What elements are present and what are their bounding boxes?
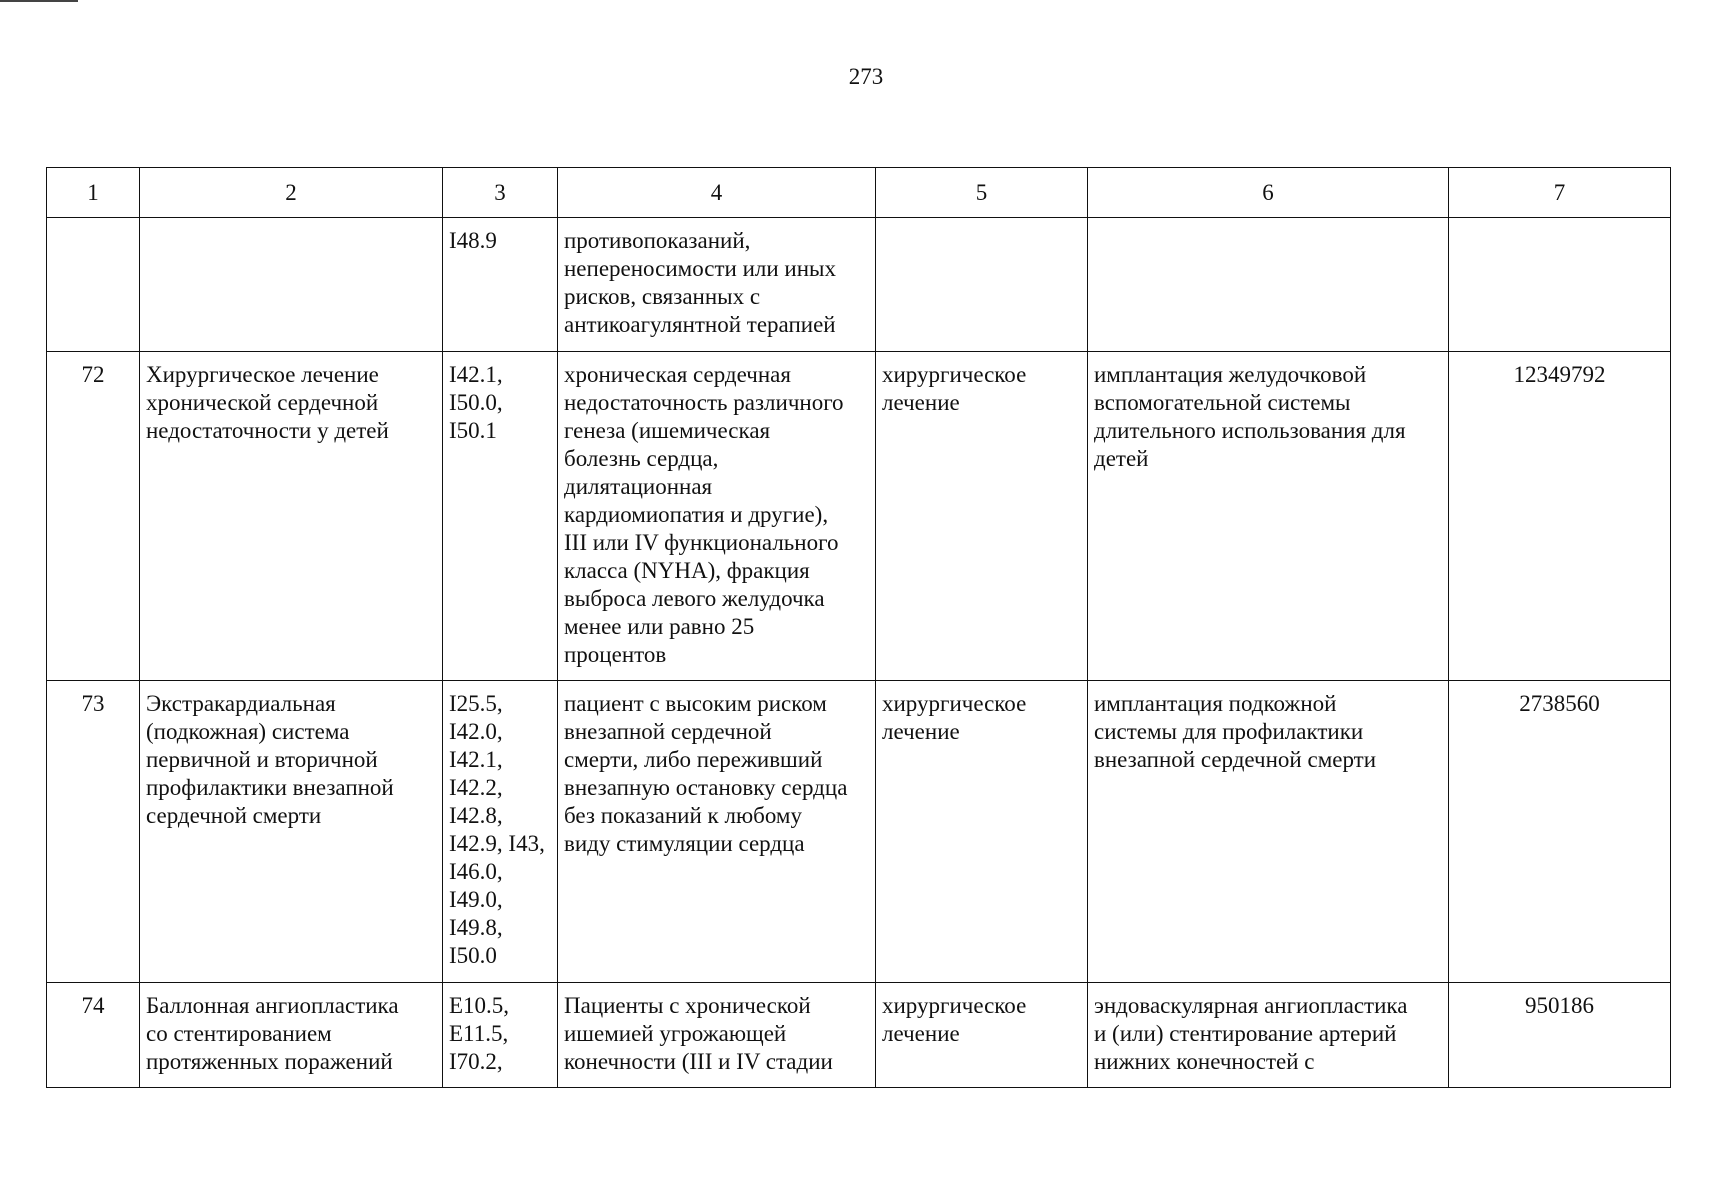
cell-text-line: виду стимуляции сердца (564, 831, 805, 856)
row-number-cell: 74 (47, 983, 140, 1088)
cell-text-line: рисков, связанных с (564, 284, 761, 309)
cell-text-line: I70.2, (449, 1049, 503, 1074)
cell-text-line: Баллонная ангиопластика (146, 993, 399, 1018)
cell-text-line: длительного использования для (1094, 418, 1406, 443)
cell-text-line: протяженных поражений (146, 1049, 393, 1074)
cost-cell: 2738560 (1449, 681, 1671, 983)
row-number-cell: 72 (47, 352, 140, 681)
cell-text-line: E10.5, (449, 993, 510, 1018)
cell-text-line: детей (1094, 446, 1149, 471)
cell-text-line: I42.8, (449, 803, 503, 828)
cell-text-line: внезапной сердечной смерти (1094, 747, 1377, 772)
row-number-cell (47, 218, 140, 352)
cell-text-line: профилактики внезапной (146, 775, 394, 800)
cell-text-line: противопоказаний, (564, 228, 751, 253)
cell-text-line: пациент с высоким риском (564, 691, 827, 716)
treatment-type-cell (876, 352, 1088, 681)
cell-text-line: лечение (882, 390, 960, 415)
cell-text-line: I50.1 (449, 418, 497, 443)
cell-text-line: первичной и вторичной (146, 747, 378, 772)
icd-codes-cell (443, 352, 558, 681)
cell-text-line: I42.2, (449, 775, 503, 800)
patient-model-cell (558, 681, 876, 983)
cell-text-line: хирургическое (882, 993, 1027, 1018)
cell-text-line: внезапной сердечной (564, 719, 772, 744)
cell-text-line: сердечной смерти (146, 803, 322, 828)
table-row (47, 218, 1671, 352)
cell-text-line: недостаточности у детей (146, 418, 389, 443)
cell-text-line: вспомогательной системы (1094, 390, 1351, 415)
cell-text-line: III или IV функционального (564, 530, 839, 555)
cell-text-line: непереносимости или иных (564, 256, 837, 281)
cell-text-line: смерти, либо переживший (564, 747, 823, 772)
cell-text-line: E11.5, (449, 1021, 509, 1046)
cell-text-line: имплантация подкожной (1094, 691, 1337, 716)
header-cell: 6 (1088, 168, 1449, 218)
cell-text-line: I42.0, (449, 719, 503, 744)
table-row (47, 352, 1671, 681)
service-name-cell (140, 352, 443, 681)
cell-text-line: Экстракардиальная (146, 691, 336, 716)
header-cell: 4 (558, 168, 876, 218)
header-cell: 2 (140, 168, 443, 218)
header-cell: 7 (1449, 168, 1671, 218)
cell-text-line: имплантация желудочковой (1094, 362, 1367, 387)
treatment-type-cell (876, 983, 1088, 1088)
scan-edge-mark (0, 0, 78, 2)
cell-text-line: I50.0 (449, 943, 497, 968)
cell-text-line: выброса левого желудочка (564, 586, 825, 611)
cell-text-line: лечение (882, 1021, 960, 1046)
cell-text-line: I49.8, (449, 915, 503, 940)
header-cell: 3 (443, 168, 558, 218)
cell-text-line: (подкожная) система (146, 719, 350, 744)
header-cell: 5 (876, 168, 1088, 218)
cell-text-line: болезнь сердца, (564, 446, 719, 471)
cell-text-line: эндоваскулярная ангиопластика (1094, 993, 1408, 1018)
cell-text-line: без показаний к любому (564, 803, 802, 828)
cell-text-line: генеза (ишемическая (564, 418, 771, 443)
cell-text-line: процентов (564, 642, 667, 667)
cell-text-line: I48.9 (449, 228, 497, 253)
cost-cell: 950186 (1449, 983, 1671, 1088)
cell-text-line: менее или равно 25 (564, 614, 755, 639)
patient-model-cell (558, 218, 876, 352)
treatment-method-cell (1088, 352, 1449, 681)
treatment-type-cell (876, 218, 1088, 352)
page-number: 273 (848, 64, 884, 89)
cost-cell (1449, 218, 1671, 352)
cell-text-line: I42.1, (449, 362, 503, 387)
service-name-cell (140, 218, 443, 352)
table-row (47, 983, 1671, 1088)
cell-text-line: хроническая сердечная (564, 362, 791, 387)
cell-text-line: класса (NYHA), фракция (564, 558, 810, 583)
treatment-method-cell (1088, 218, 1449, 352)
cost-cell: 12349792 (1449, 352, 1671, 681)
cell-text-line: антикоагулянтной терапией (564, 312, 836, 337)
cell-text-line: хирургическое (882, 691, 1027, 716)
cell-text-line: I46.0, (449, 859, 503, 884)
table-header-row (47, 168, 1671, 218)
cell-text-line: нижних конечностей с (1094, 1049, 1315, 1074)
row-number-cell: 73 (47, 681, 140, 983)
cell-text-line: ишемией угрожающей (564, 1021, 787, 1046)
table-row (47, 681, 1671, 983)
cell-text-line: со стентированием (146, 1021, 332, 1046)
cell-text-line: I50.0, (449, 390, 503, 415)
patient-model-cell (558, 983, 876, 1088)
cell-text-line: дилятационная (564, 474, 713, 499)
cell-text-line: и (или) стентирование артерий (1094, 1021, 1397, 1046)
icd-codes-cell (443, 218, 558, 352)
treatment-method-cell (1088, 681, 1449, 983)
cell-text-line: системы для профилактики (1094, 719, 1364, 744)
service-name-cell (140, 681, 443, 983)
cell-text-line: I25.5, (449, 691, 503, 716)
cell-text-line: Пациенты с хронической (564, 993, 811, 1018)
icd-codes-cell (443, 983, 558, 1088)
cell-text-line: I49.0, (449, 887, 503, 912)
service-name-cell (140, 983, 443, 1088)
header-cell: 1 (47, 168, 140, 218)
cell-text-line: I42.1, (449, 747, 503, 772)
treatment-method-cell (1088, 983, 1449, 1088)
cell-text-line: внезапную остановку сердца (564, 775, 848, 800)
cell-text-line: недостаточность различного (564, 390, 844, 415)
services-table (46, 167, 1671, 1088)
cell-text-line: хронической сердечной (146, 390, 379, 415)
cell-text-line: I42.9, I43, (449, 831, 545, 856)
icd-codes-cell (443, 681, 558, 983)
cell-text-line: кардиомиопатия и другие), (564, 502, 829, 527)
cell-text-line: конечности (III и IV стадии (564, 1049, 833, 1074)
cell-text-line: Хирургическое лечение (146, 362, 379, 387)
cell-text-line: лечение (882, 719, 960, 744)
patient-model-cell (558, 352, 876, 681)
cell-text-line: хирургическое (882, 362, 1027, 387)
treatment-type-cell (876, 681, 1088, 983)
